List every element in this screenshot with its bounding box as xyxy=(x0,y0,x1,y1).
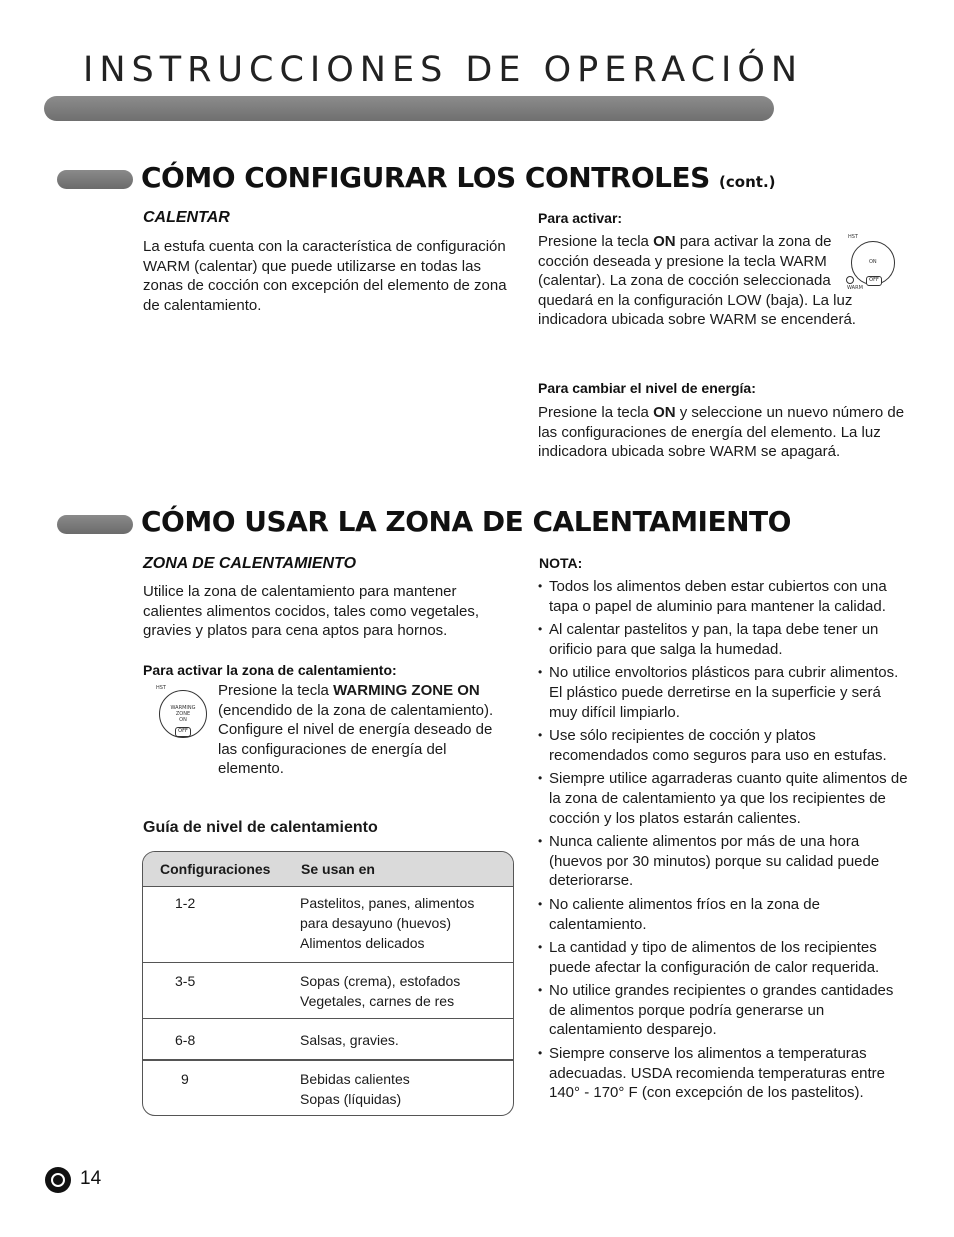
calentar-intro: La estufa cuenta con la característica de configuración WARM (calentar) que puede utilizarse en todas las zonas de cocción con excepción del elemento de zona de calentamiento. xyxy=(143,238,507,314)
section-marker xyxy=(57,170,133,189)
lg-logo-icon xyxy=(45,1167,71,1193)
list-item: • No utilice grandes recipientes o grandes cantidades de alimentos porque podría generarse un calentamiento desparejo. xyxy=(538,981,912,1040)
list-item: • La cantidad y tipo de alimentos de los recipientes puede afectar la configuración de calor requerida. xyxy=(538,938,912,977)
zona-activate-label: Para activar la zona de calentamiento: xyxy=(143,662,397,678)
change-label: Para cambiar el nivel de energía: xyxy=(538,380,756,396)
zona-intro: Utilice la zona de calentamiento para mantener calientes alimentos cocidos, tales como vegetales, gravies y platos para cena aptos para hornos. xyxy=(143,583,480,640)
notes-list xyxy=(538,577,912,1107)
section-marker xyxy=(57,515,133,534)
change-text: Presione la tecla ON y seleccione un nuevo número de las configuraciones de energía del elemento. La luz indicadora ubicada sobre WARM se apagará. xyxy=(538,404,905,461)
section-heading-controls xyxy=(141,161,776,194)
guide-title: Guía de nivel de calentamiento xyxy=(143,819,378,836)
zona-activate-text: Presione la tecla WARMING ZONE ON (encendido de la zona de calentamiento). Configure el nivel de energía deseado de las configuraciones de energía del elemento. xyxy=(218,682,494,778)
list-item: • Todos los alimentos deben estar cubiertos con una tapa o papel de aluminio para mantener la calidad. xyxy=(538,577,912,616)
warming-guide-table: Configuraciones Se usan en 1-2 Pastelitos, panes, alimentos para desayuno (huevos) Alimentos delicados 3-5 Sopas (crema), estofados Vegetales, carnes de res 6-8 Salsas, gravies. 9 Bebidas calientes Sopas (líquidas) xyxy=(142,851,514,1116)
row-divider xyxy=(143,1059,513,1061)
row-divider xyxy=(143,1018,513,1019)
note-label: NOTA: xyxy=(539,555,583,571)
row-divider xyxy=(143,962,513,963)
control-knob-icon: WARMING ZONE ON OFF xyxy=(159,690,207,738)
list-item: • Nunca caliente alimentos por más de una hora (huevos por 30 minutos) porque su calidad puede deteriorarse. xyxy=(538,832,912,891)
list-item: • Al calentar pastelitos y pan, la tapa debe tener un orificio para que salga la humedad. xyxy=(538,620,912,659)
section-heading-text: CÓMO CONFIGURAR LOS CONTROLES xyxy=(141,161,710,194)
list-item: • No caliente alimentos fríos en la zona de calentamiento. xyxy=(538,895,912,934)
hst-label: HST xyxy=(848,234,858,240)
section-heading-suffix: (cont.) xyxy=(719,173,776,191)
list-item: • Siempre conserve los alimentos a temperaturas adecuadas. USDA recomienda temperaturas entre 140° - 170° F (con excepción de los pastelitos). xyxy=(538,1044,912,1103)
column-header-settings: Configuraciones xyxy=(160,861,271,877)
page-number: 14 xyxy=(80,1168,102,1189)
list-item: • Use sólo recipientes de cocción y platos recomendados como seguros para uso en estufas. xyxy=(538,726,912,765)
header-bar xyxy=(44,96,774,121)
off-button-icon: OFF xyxy=(866,276,882,286)
subheading-zona: ZONA DE CALENTAMIENTO xyxy=(143,555,357,572)
list-item: • No utilice envoltorios plásticos para cubrir alimentos. El plástico puede derretirse en la superficie y será muy difícil limpiarlo. xyxy=(538,663,912,722)
warm-knob-illustration: HST ON WARM OFF xyxy=(842,232,902,292)
table-header xyxy=(143,852,513,887)
warming-zone-knob-illustration: HST WARMING ZONE ON OFF xyxy=(154,682,212,742)
list-item: • Siempre utilice agarraderas cuanto quite alimentos de la zona de calentamiento ya que los recipientes de cocción y los platos estarán calientes. xyxy=(538,769,912,828)
subheading-calentar: CALENTAR xyxy=(143,209,230,226)
page-title: INSTRUCCIONES DE OPERACIÓN xyxy=(83,50,804,90)
section-heading-warming-zone: CÓMO USAR LA ZONA DE CALENTAMIENTO xyxy=(141,505,791,538)
off-button-icon: OFF xyxy=(175,727,191,737)
control-knob-icon: ON xyxy=(851,241,895,285)
activate-text: Presione la tecla ON para activar la zona de cocción deseada y presione la tecla WARM (calentar). La zona de cocción seleccionada quedará en la configuración LOW (baja). La luz indicadora ubicada sobre WARM se encenderá. xyxy=(538,233,856,329)
column-header-uses: Se usan en xyxy=(301,861,375,877)
activate-label: Para activar: xyxy=(538,210,623,226)
indicator-light-icon xyxy=(846,276,854,284)
